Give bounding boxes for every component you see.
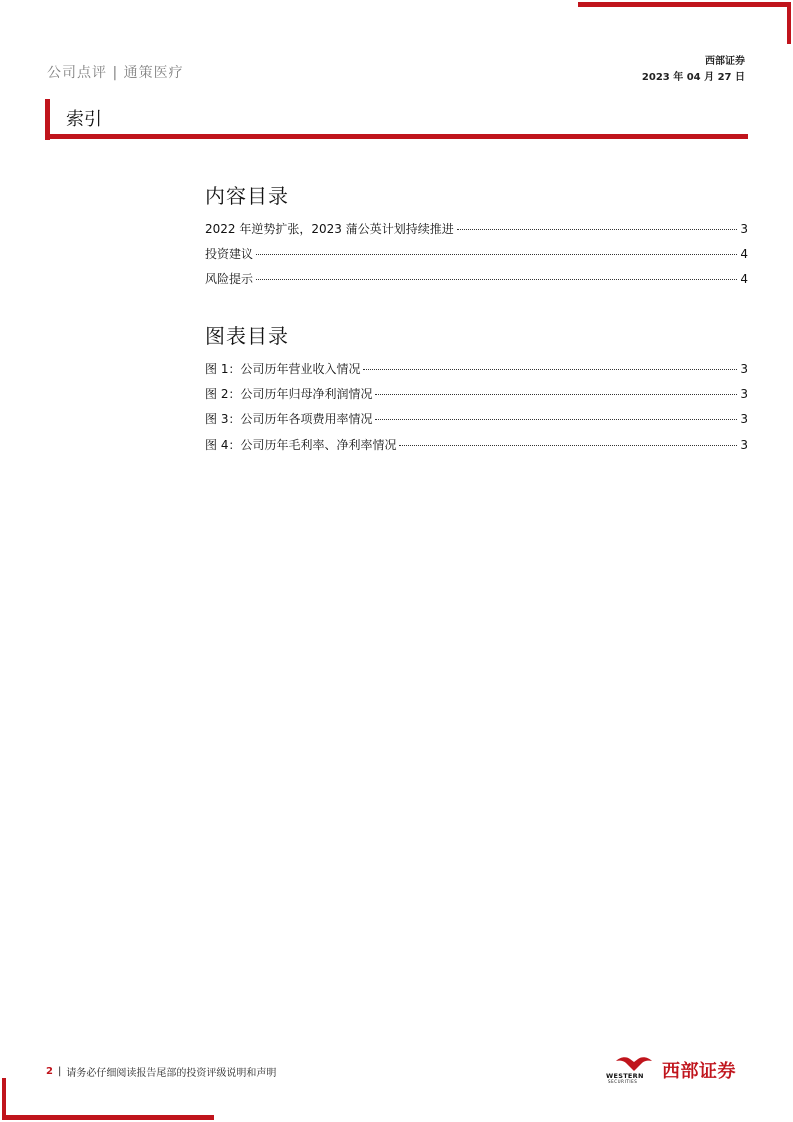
figure-entry-title: 图 4：公司历年毛利率、净利率情况 (205, 438, 397, 452)
figure-entry-page: 3 (740, 362, 748, 376)
top-right-corner-border-vertical (787, 2, 791, 44)
bottom-left-corner-border-vertical (2, 1078, 6, 1120)
dot-leader (256, 279, 737, 280)
toc-entry-title: 2022 年逆势扩张，2023 蒲公英计划持续推进 (205, 222, 454, 236)
figure-entry[interactable] (205, 385, 748, 403)
bull-head-icon (612, 1055, 656, 1073)
figure-entry-title: 图 1：公司历年营业收入情况 (205, 362, 361, 376)
toc-entry[interactable] (205, 245, 748, 263)
dot-leader (375, 419, 737, 420)
toc-entry-page: 3 (740, 222, 748, 236)
dot-leader (363, 369, 737, 370)
toc-entry[interactable] (205, 220, 748, 238)
toc-entry[interactable] (205, 270, 748, 288)
figure-entry-title: 图 2：公司历年归母净利润情况 (205, 387, 373, 401)
footer-separator: | (57, 1066, 62, 1077)
toc-entry-title: 投资建议 (205, 247, 254, 261)
logo-english-name: WESTERN (606, 1072, 644, 1080)
report-date: 2023 年 04 月 27 日 (641, 72, 745, 83)
toc-entry-page: 4 (740, 272, 748, 286)
top-right-corner-border (578, 2, 791, 7)
footer-disclaimer: 请务必仔细阅读报告尾部的投资评级说明和声明 (66, 1068, 277, 1079)
figure-entry[interactable] (205, 360, 748, 378)
figure-entry[interactable] (205, 436, 748, 454)
bottom-left-corner-border (2, 1115, 214, 1120)
figure-entry-page: 3 (740, 412, 748, 426)
firm-name: 西部证券 (705, 56, 745, 67)
figures-heading: 图表目录 (205, 324, 289, 348)
logo-english-subname: SECURITIES (608, 1079, 638, 1084)
logo-chinese-name: 西部证券 (662, 1061, 736, 1082)
figure-entry-page: 3 (740, 387, 748, 401)
dot-leader (256, 254, 737, 255)
page-footer (46, 1064, 276, 1079)
figure-entry-page: 3 (740, 438, 748, 452)
page-number: 2 (46, 1066, 53, 1077)
dot-leader (375, 394, 737, 395)
section-title: 索引 (66, 109, 102, 130)
report-type-label: 公司点评 | 通策医疗 (47, 65, 184, 81)
firm-logo (606, 1055, 751, 1085)
toc-entry-page: 4 (740, 247, 748, 261)
dot-leader (399, 445, 737, 446)
figure-entry[interactable] (205, 410, 748, 428)
dot-leader (457, 229, 738, 230)
contents-heading: 内容目录 (205, 184, 289, 208)
figure-entry-title: 图 3：公司历年各项费用率情况 (205, 412, 373, 426)
section-header (45, 99, 748, 140)
toc-entry-title: 风险提示 (205, 272, 254, 286)
section-underline (45, 134, 748, 139)
